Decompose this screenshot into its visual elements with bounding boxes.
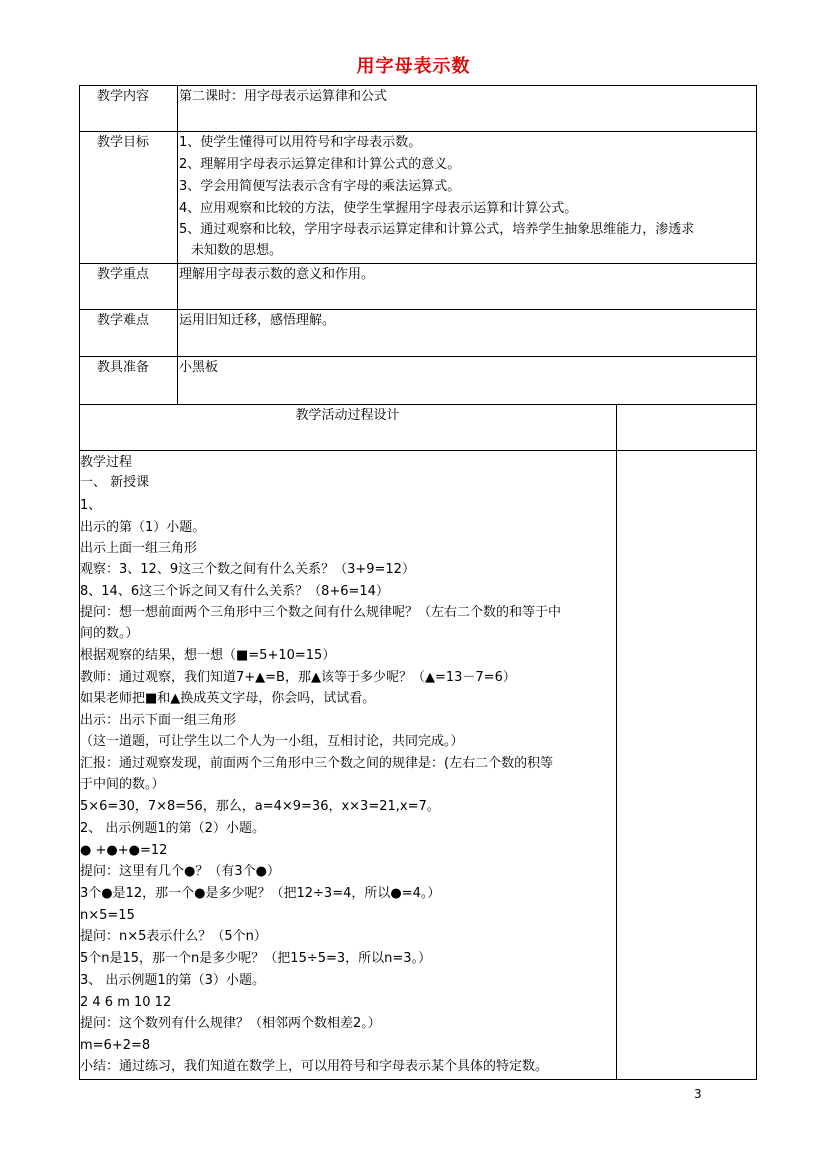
page-title: 用字母表示数 xyxy=(356,56,471,77)
process-line: 观察：3、12、9这三个数之间有什么关系？（3+9=12） xyxy=(80,562,415,577)
process-line: 3个●是12，那一个●是多少呢？（把12÷3=4，所以●=4。） xyxy=(80,886,441,901)
key-label: 教学重点 xyxy=(97,267,150,282)
process-line: 教师：通过观察，我们知道7+▲=B，那▲该等于多少呢？（▲=13－7=6） xyxy=(80,670,516,685)
goal-item: 4、应用观察和比较的方法，使学生掌握用字母表示运算和计算公式。 xyxy=(179,201,578,216)
process-line: 提问：这里有几个●？（有3个●） xyxy=(80,864,280,879)
process-line: 2 4 6 m 10 12 xyxy=(80,995,172,1010)
process-line: 于中间的数。） xyxy=(80,777,165,792)
process-line: 教学过程 xyxy=(80,455,133,470)
process-line: 间的数。） xyxy=(80,626,139,641)
goal-item: 5、通过观察和比较，学用字母表示运算定律和计算公式，培养学生抽象思维能力，渗透求 xyxy=(179,222,695,237)
goal-item: 2、理解用字母表示运算定律和计算公式的意义。 xyxy=(179,157,461,172)
key-text: 理解用字母表示数的意义和作用。 xyxy=(179,267,375,282)
tools-text: 小黑板 xyxy=(179,360,219,375)
process-line: 1、 xyxy=(80,498,102,513)
tools-label: 教具准备 xyxy=(97,360,150,375)
process-line: （这一道题，可让学生以二个人为一小组，互相讨论，共同完成。） xyxy=(80,734,464,749)
process-line: 3、 出示例题1的第（3）小题。 xyxy=(80,973,265,988)
process-line: 汇报：通过观察发现，前面两个三角形中三个数之间的规律是：(左右二个数的积等 xyxy=(80,756,554,771)
page-number: 3 xyxy=(694,1087,702,1101)
process-line: 小结：通过练习，我们知道在数学上，可以用符号和字母表示某个具体的特定数。 xyxy=(80,1059,549,1074)
process-line: 提问：n×5表示什么？（5个n） xyxy=(80,929,267,944)
process-line: 5×6=30，7×8=56，那么，a=4×9=36，x×3=21,x=7。 xyxy=(80,799,440,814)
process-line: 一、 新授课 xyxy=(80,475,150,490)
process-line: 5个n是15，那一个n是多少呢？（把15÷5=3，所以n=3。） xyxy=(80,951,432,966)
process-line: 提问：想一想前面两个三角形中三个数之间有什么规律呢？（左右二个数的和等于中 xyxy=(80,605,562,620)
process-line: 8、14、6这三个诉之间又有什么关系？（8+6=14） xyxy=(80,584,389,599)
process-line: 2、 出示例题1的第（2）小题。 xyxy=(80,821,265,836)
goal-item: 3、学会用简便写法表示含有字母的乘法运算式。 xyxy=(179,179,461,194)
design-header: 教学活动过程设计 xyxy=(295,408,400,423)
goal-item: 1、使学生懂得可以用符号和字母表示数。 xyxy=(179,135,422,150)
process-line: 提问：这个数列有什么规律？（相邻两个数相差2。） xyxy=(80,1016,381,1031)
difficult-label: 教学难点 xyxy=(97,313,150,328)
process-line: n×5=15 xyxy=(80,908,135,923)
process-line: 出示上面一组三角形 xyxy=(80,541,198,556)
difficult-text: 运用旧知迁移，感悟理解。 xyxy=(179,313,336,328)
content-text: 第二课时：用字母表示运算律和公式 xyxy=(179,89,388,104)
process-line: 如果老师把■和▲换成英文字母，你会吗，试试看。 xyxy=(80,691,376,706)
content-label: 教学内容 xyxy=(97,89,150,104)
process-line: 根据观察的结果，想一想（■=5+10=15） xyxy=(80,648,336,663)
process-line: ● +●+●=12 xyxy=(80,843,168,858)
goals-label: 教学目标 xyxy=(97,135,150,150)
process-line: 出示：出示下面一组三角形 xyxy=(80,713,237,728)
process-line: m=6+2=8 xyxy=(80,1038,151,1053)
process-line: 出示的第（1）小题。 xyxy=(80,520,206,535)
goal-item: 未知数的思想。 xyxy=(191,243,283,258)
